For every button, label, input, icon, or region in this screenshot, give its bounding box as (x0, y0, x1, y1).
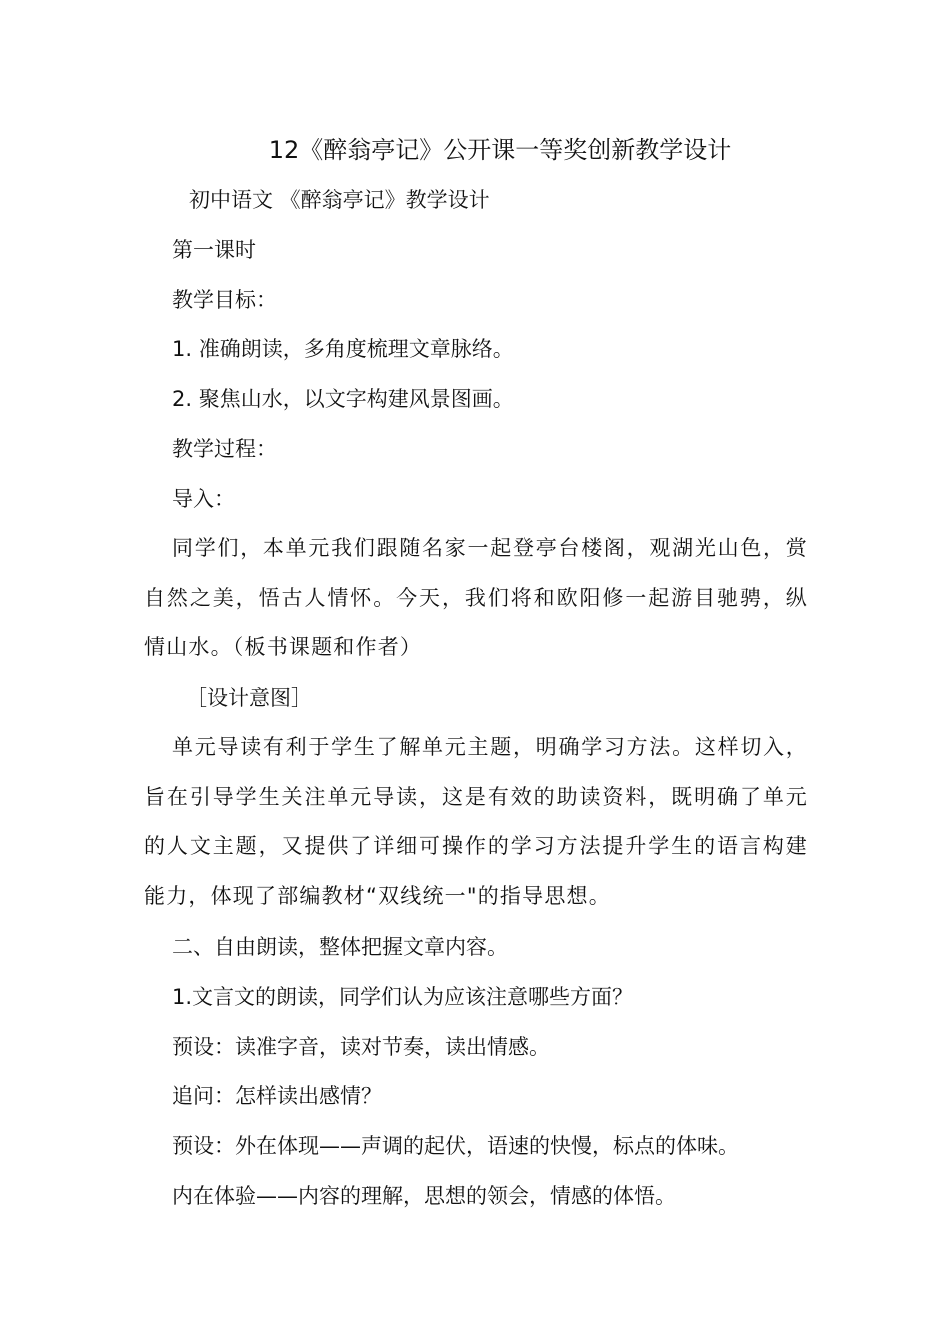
preset-2: 预设：外在体现——声调的起伏，语速的快慢，标点的体味。 (172, 1134, 739, 1158)
preset-1: 预设：读准字音，读对节奏，读出情感。 (172, 1035, 550, 1059)
goals-heading: 教学目标： (172, 288, 277, 312)
goal-item-2: 2. 聚焦山水，以文字构建风景图画。 (172, 387, 514, 411)
intro-heading: 导入： (172, 487, 235, 511)
lesson-label: 第一课时 (172, 238, 256, 262)
intro-paragraph: 同学们，本单元我们跟随名家一起登亭台楼阁，观湖光山色，赏自然之美，悟古人情怀。今天，我们将和欧阳修一起游目驰骋，纵情山水。（板书课题和作者） (144, 536, 808, 660)
design-intent-paragraph: 单元导读有利于学生了解单元主题，明确学习方法。这样切入，旨在引导学生关注单元导读，这是有效的助读资料，既明确了单元的人文主题，又提供了详细可操作的学习方法提升学生的语言构建能力，体现了部编教材“双线统一"的指导思想。 (144, 735, 808, 909)
goal-item-1: 1. 准确朗读，多角度梳理文章脉络。 (172, 337, 514, 361)
follow-up-question: 追问：怎样读出感情？ (172, 1084, 382, 1108)
section-2-heading: 二、自由朗读，整体把握文章内容。 (172, 935, 508, 959)
document-title: 12《醉翁亭记》公开课一等奖创新教学设计 (268, 136, 732, 164)
process-heading: 教学过程： (172, 437, 277, 461)
inner-experience: 内在体验——内容的理解，思想的领会，情感的体悟。 (172, 1184, 676, 1208)
subtitle: 初中语文 《醉翁亭记》教学设计 (189, 188, 490, 212)
question-1: 1.文言文的朗读，同学们认为应该注意哪些方面？ (172, 985, 634, 1009)
design-intent-label: ［设计意图］ (186, 686, 312, 710)
